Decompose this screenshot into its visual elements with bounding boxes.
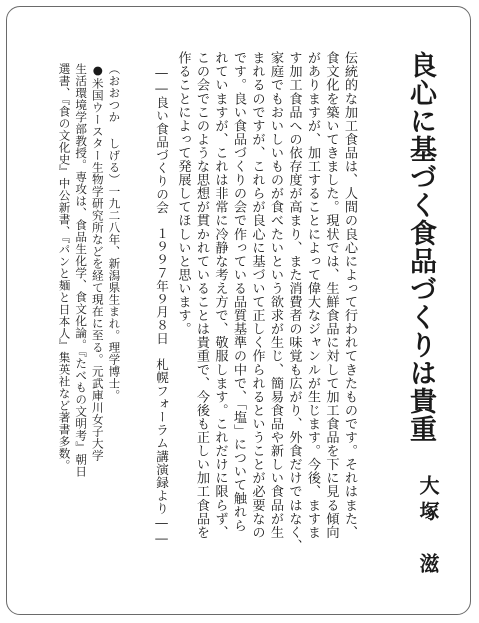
- source-credit: ――良い食品づくりの会 １９９７年９月８日 札幌フォーラム講演録より――: [154, 65, 169, 547]
- bio-line: 選書、『食の文化史』中公新書、『パンと麺と日本人』集英社など著書多数。: [57, 63, 72, 472]
- bio-line: ●米国ウースター生物学研究所などを経て現在に至る。元武庫川女子大学: [90, 63, 105, 462]
- body-line: 家庭でもおいしいものが食べたいという欲求が生じ、簡易食品や新しい食品が生: [268, 51, 283, 539]
- article-author: 大塚 滋: [416, 475, 440, 579]
- body-line: 食文化を築いてきました。現状では、生鮮食品に対して加工食品を下に見る傾向: [323, 51, 339, 539]
- body-line: 作ることによって発展してほしいと思います。: [175, 51, 191, 336]
- body-line: す加工食品への依存度が高まり、また消費者の味覚も広がり、外食だけではなく、: [286, 51, 302, 553]
- author-bio: [56, 63, 122, 477]
- body-line: がありますが、加工することによって偉大なジャンルが生じます。今後、ますま: [305, 51, 320, 539]
- bio-line: 生活環境学部教授。専攻は、食品生化学、食文化論。『たべもの文明考』朝日: [74, 63, 89, 478]
- article-body: [173, 51, 358, 611]
- body-line: れていますが、これは非常に冷静な考え方で、敬服します。これだけに限らず、: [212, 51, 228, 539]
- article-title: 良心に基づく食品づくりは貴重: [405, 51, 436, 443]
- body-line: 伝統的な加工食品は、人間の良心によって行われてきたものです。それはまた、: [342, 51, 357, 539]
- body-line: この会でこのような思想が貫かれていることは貴重で、今後も正しい加工食品を: [194, 51, 209, 539]
- body-line: です。良い食品づくりの会で作っている品質基準の中で、「塩」について触れら: [231, 51, 246, 533]
- bio-line: （おおつか しげる）一九二八年、新潟県生まれ。理学博士。: [107, 63, 122, 402]
- article-card: [6, 6, 471, 615]
- body-line: まれるのですが、これらが良心に基づいて正しく作られるということが必要なの: [249, 51, 265, 539]
